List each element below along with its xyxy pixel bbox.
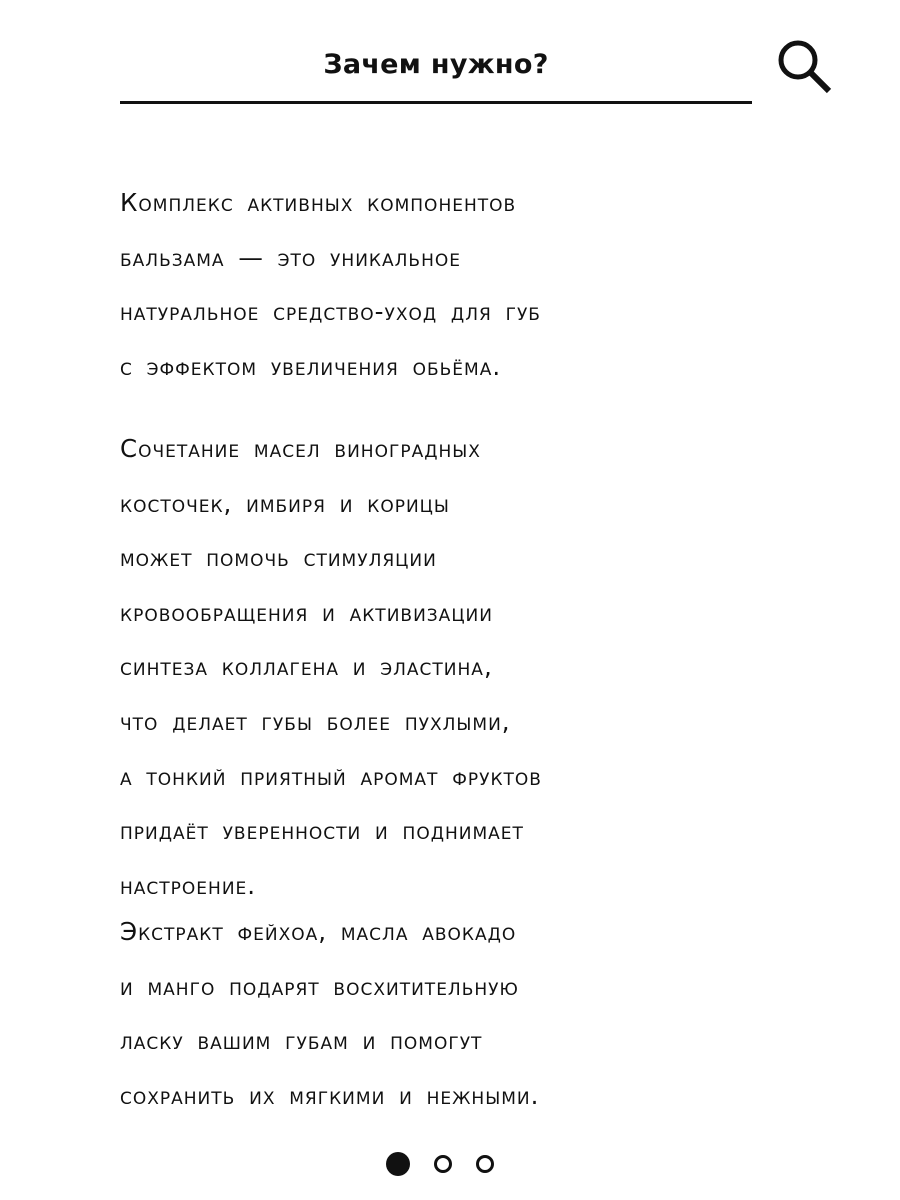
search-button[interactable] (774, 36, 838, 100)
text-line: косточек, имбиря и корицы (120, 488, 450, 518)
header-bar (0, 0, 900, 120)
title-underline (120, 101, 752, 104)
pagination-dots (386, 1151, 494, 1177)
text-line: а тонкий приятный аромат фруктов (120, 761, 542, 791)
text-line: кровообращения и активизации (120, 597, 493, 627)
pagination-dot-1[interactable] (386, 1152, 410, 1176)
text-line: и манго подарят восхитительную (120, 971, 519, 1001)
pagination-dot-2[interactable] (434, 1155, 452, 1173)
text-line: Сочетание масел виноградных (120, 434, 481, 463)
search-icon (774, 36, 838, 100)
text-line: с эффектом увеличения обьёма. (120, 351, 502, 381)
text-line: придаёт уверенности и поднимает (120, 816, 524, 846)
text-line: Комплекс активных компонентов (120, 188, 517, 217)
text-line: Экстракт фейхоа, масла авокадо (120, 917, 517, 946)
paragraph-intro (120, 176, 820, 394)
text-line: натуральное средство-уход для губ (120, 297, 541, 327)
paragraph-extracts (120, 905, 820, 1123)
text-line: может помочь стимуляции (120, 543, 437, 573)
text-line: синтеза коллагена и эластина, (120, 652, 493, 682)
page-title: Зачем нужно? (323, 49, 549, 80)
pagination-dot-3[interactable] (476, 1155, 494, 1173)
text-line: что делает губы более пухлыми, (120, 706, 511, 736)
text-line: сохранить их мягкими и нежными. (120, 1080, 540, 1110)
text-line: бальзама — это уникальное (120, 242, 461, 272)
text-line: ласку вашим губам и помогут (120, 1026, 483, 1056)
text-line: настроение. (120, 870, 257, 900)
paragraph-oils (120, 422, 820, 913)
